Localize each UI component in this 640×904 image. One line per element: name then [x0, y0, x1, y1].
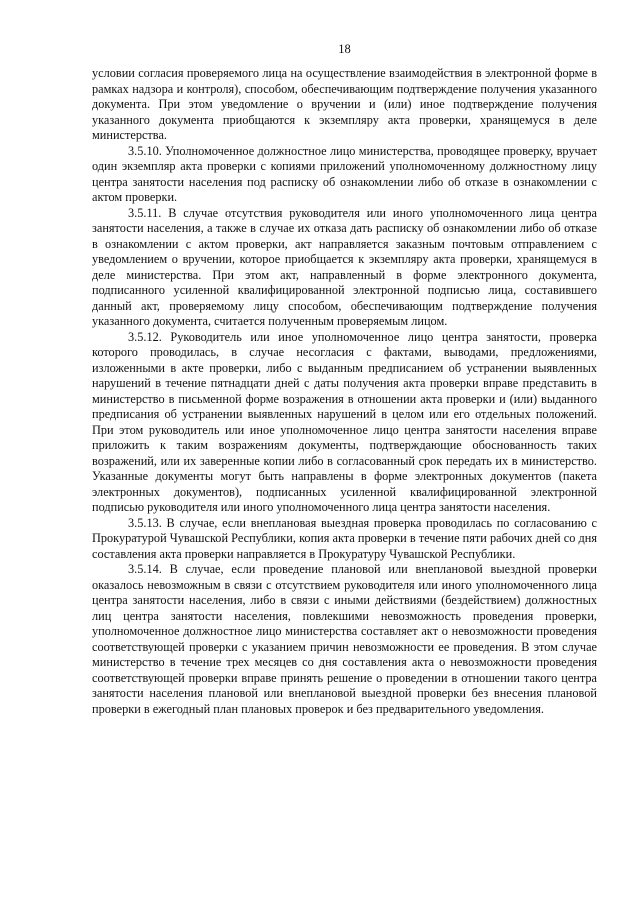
paragraph-3-5-12: 3.5.12. Руководитель или иное уполномоченное лицо центра занятости, проверка которого проводилась, в случае несогласия с фактами, выводами, предложениями, изложенными в акте проверки, либо с выданным предписанием об устранении выявленных нарушений в течение пятнадцати дней с даты получения акта проверки вправе представить в министерство в письменной форме возражения в отношении акта проверки и (или) выданного предписания об устранении выявленных нарушений в целом или его отдельных положений. При этом руководитель или иное уполномоченное лицо центра занятости населения вправе приложить к таким возражениям документы, подтверждающие обоснованность таких возражений, или их заверенные копии либо в согласованный срок передать их в министерство. Указанные документы могут быть направлены в форме электронных документов (пакета электронных документов), подписанных усиленной квалифицированной электронной подписью руководителя или иного уполномоченного лица центра занятости населения.: [92, 329, 597, 514]
document-body: [92, 66, 597, 717]
paragraph-3-5-14: 3.5.14. В случае, если проведение плановой или внеплановой выездной проверки оказалось невозможным в связи с отсутствием руководителя или иного уполномоченного лица центра занятости населения, либо в связи с иными действиями (бездействием) должностных лиц центра занятости населения, повлекшими невозможность проведения проверки, уполномоченное должностное лицо министерства составляет акт о невозможности проведения соответствующей проверки с указанием причин невозможности ее проведения. В этом случае министерство в течение трех месяцев со дня составления акта о невозможности проведения соответствующей проверки вправе принять решение о проведении в отношении такого центра занятости населения плановой или внеплановой выездной проверки без внесения плановой проверки в ежегодный план плановых проверок и без предварительного уведомления.: [92, 562, 597, 716]
paragraph-3-5-10: 3.5.10. Уполномоченное должностное лицо министерства, проводящее проверку, вручает один экземпляр акта проверки с копиями приложений уполномоченному должностному лицу центра занятости населения под расписку об ознакомлении либо об отказе в ознакомлении с актом проверки.: [92, 143, 597, 204]
paragraph-3-5-13: 3.5.13. В случае, если внеплановая выездная проверка проводилась по согласованию с Прокуратурой Чувашской Республики, копия акта проверки в течение пяти рабочих дней со дня составления акта проверки направляется в Прокуратуру Чувашской Республики.: [92, 515, 597, 561]
page-number: 18: [338, 42, 351, 56]
paragraph-continuation: условии согласия проверяемого лица на осуществление взаимодействия в электронной форме в рамках надзора и контроля), способом, обеспечивающим подтверждение получения указанного документа. При этом уведомление о вручении и (или) иное подтверждение получения указанного документа приобщаются к экземпляру акта проверки, хранящемуся в деле министерства.: [92, 66, 597, 142]
paragraph-3-5-11: 3.5.11. В случае отсутствия руководителя или иного уполномоченного лица центра занятости населения, а также в случае их отказа дать расписку об ознакомлении либо об отказе в ознакомлении с актом проверки, акт направляется заказным почтовым отправлением с уведомлением о вручении, которое приобщается к экземпляру акта проверки, хранящемуся в деле министерства. При этом акт, направленный в форме электронного документа, подписанного усиленной квалифицированной электронной подписью лица, составившего данный акт, проверяемому лицу способом, обеспечивающим подтверждение получения указанного документа, считается полученным проверяемым лицом.: [92, 205, 597, 328]
